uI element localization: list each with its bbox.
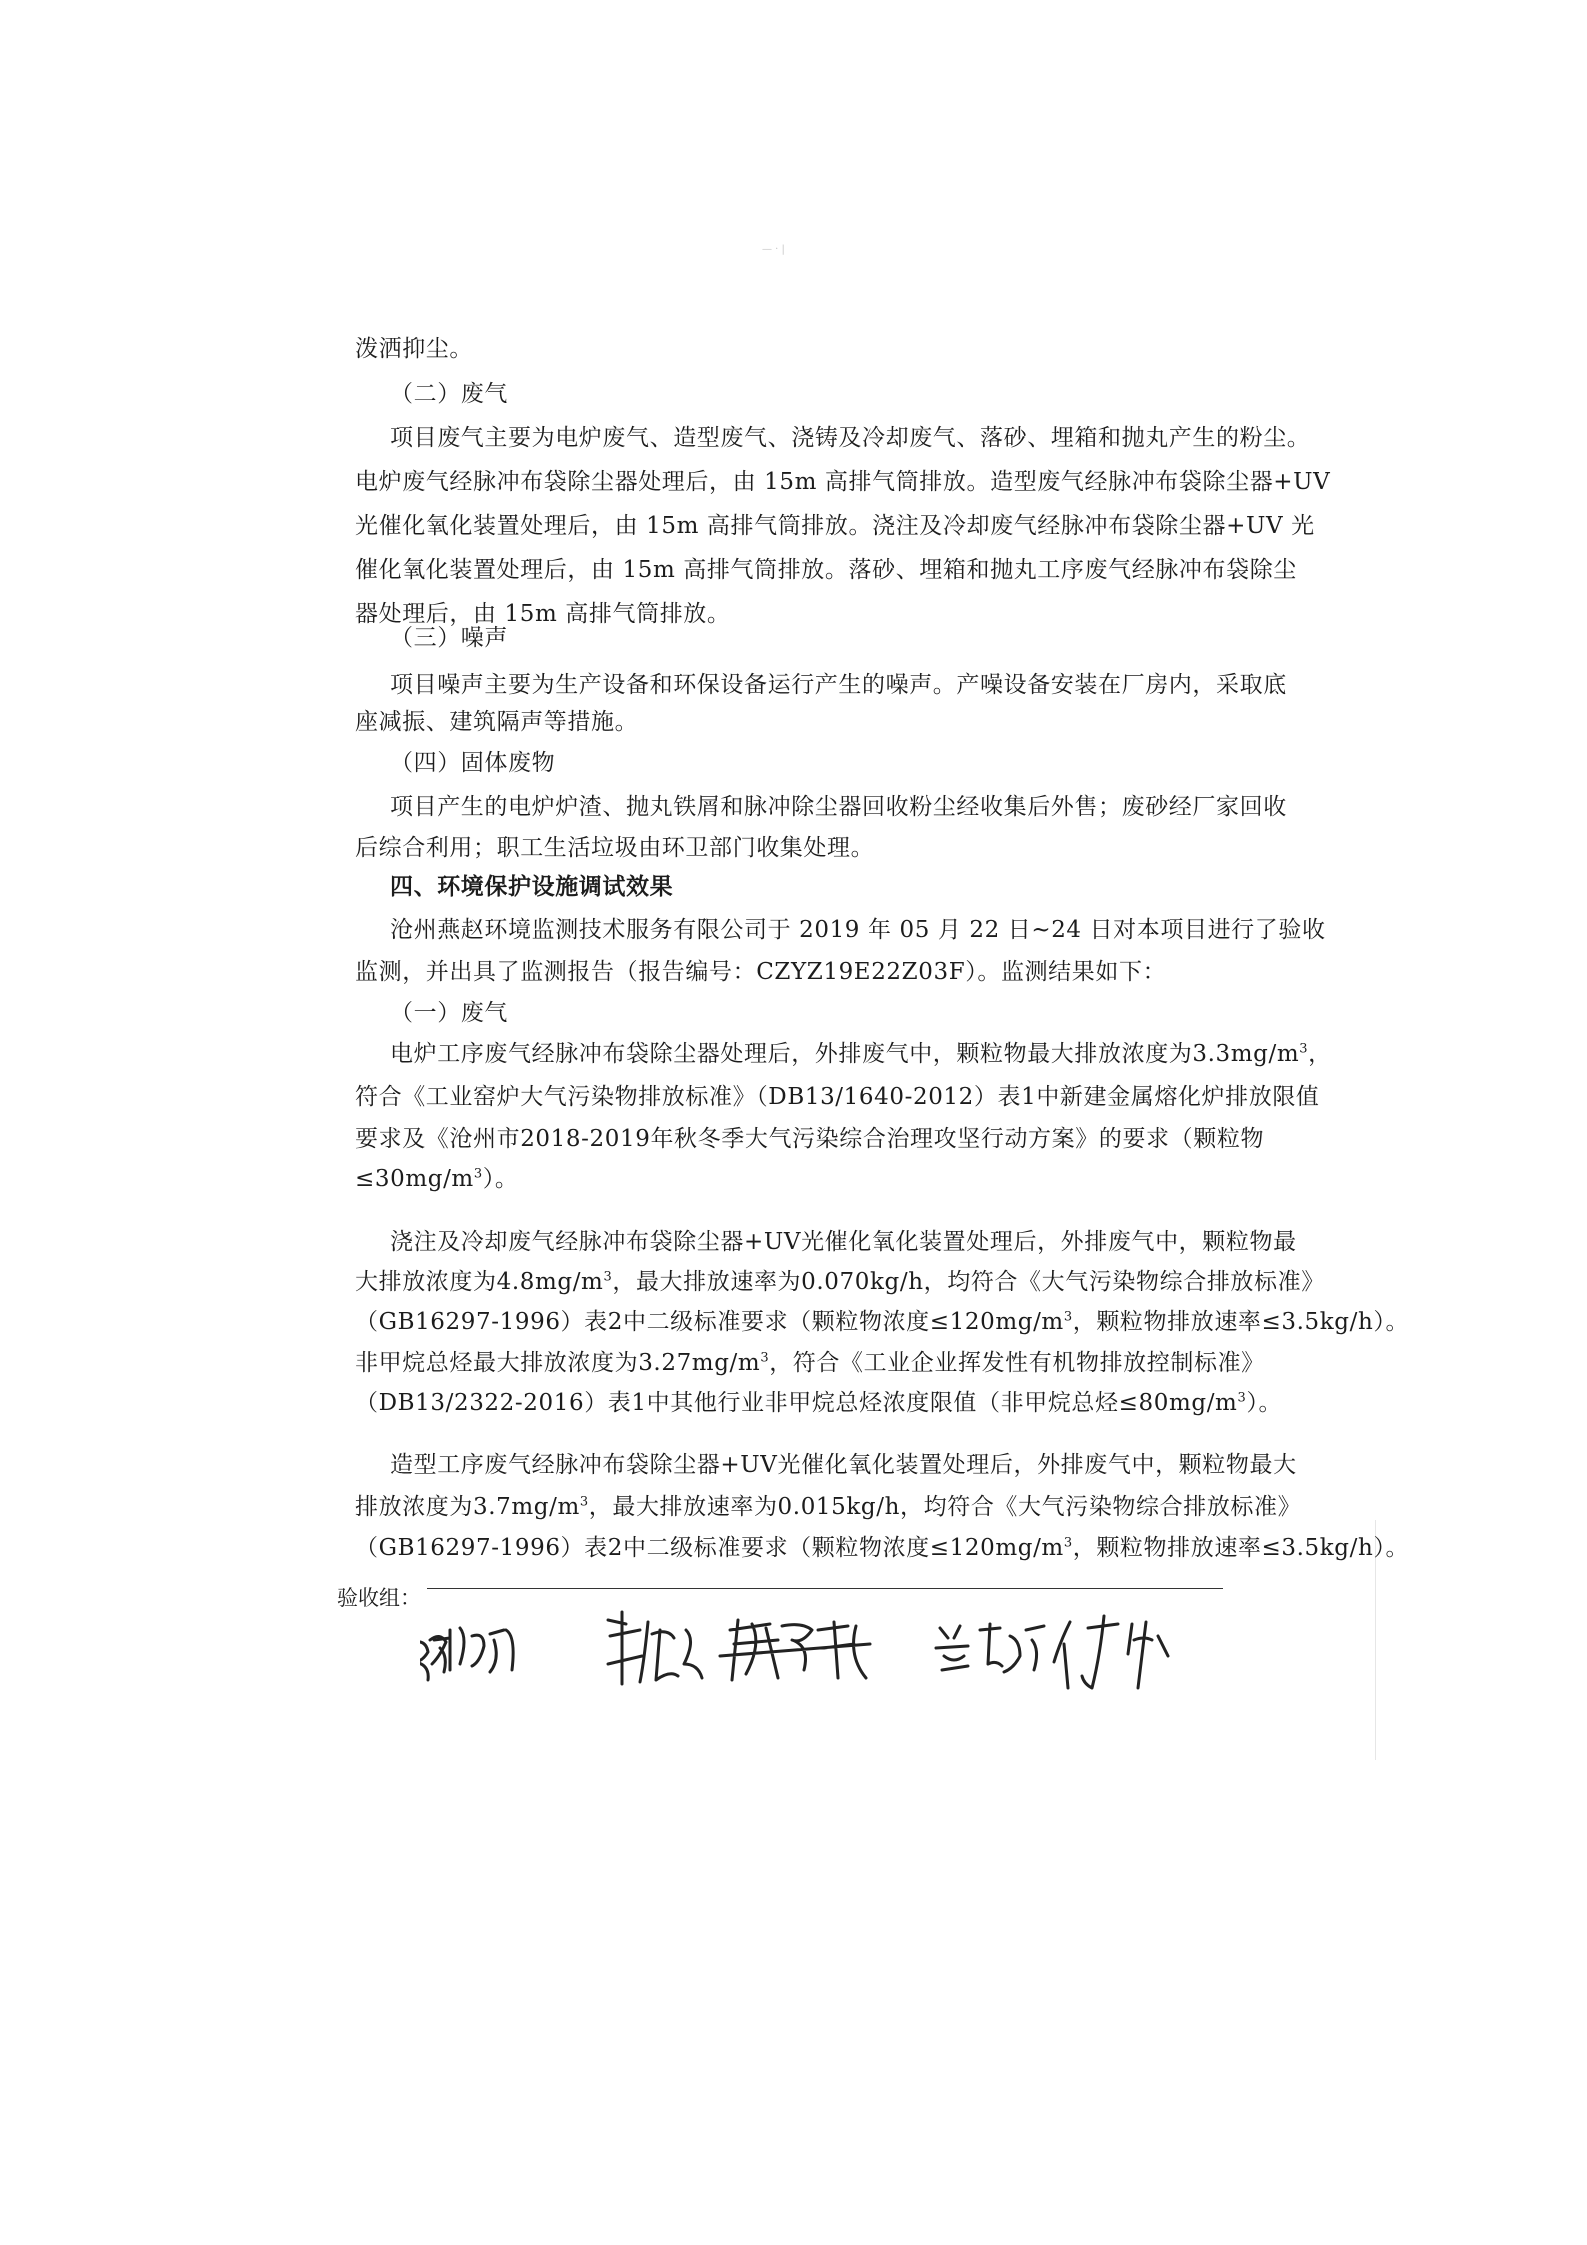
mold-line-2: 排放浓度为$3.7mg/m^3$，最大排放速率为0.015kg/h，均符合《大气污染物综合排放标准》	[355, 1494, 1302, 1520]
furnace-line-2: 符合《工业窑炉大气污染物排放标准》（DB13/1640-2012）表1中新建金属熔化炉排放限值	[355, 1084, 1320, 1110]
solid-line-2: 后综合利用；职工生活垃圾由环卫部门收集处理。	[355, 835, 875, 861]
pour-line-4: 非甲烷总烃最大排放浓度为$3.27mg/m^3$，符合《工业企业挥发性有机物排放控制标准》	[355, 1350, 1265, 1376]
exhaust-line-1: 项目废气主要为电炉废气、造型废气、浇铸及冷却废气、落砂、埋箱和抛丸产生的粉尘。	[390, 425, 1311, 451]
mold-line-1: 造型工序废气经脉冲布袋除尘器+UV光催化氧化装置处理后，外排废气中，颗粒物最大	[390, 1452, 1297, 1478]
furnace-line-1: 电炉工序废气经脉冲布袋除尘器处理后，外排废气中，颗粒物最大排放浓度为$3.3mg/m^3$，	[390, 1041, 1332, 1067]
noise-line-1: 项目噪声主要为生产设备和环保设备运行产生的噪声。产噪设备安装在厂房内，采取底	[390, 672, 1287, 698]
exhaust-line-2: 电炉废气经脉冲布袋除尘器处理后，由 15m 高排气筒排放。造型废气经脉冲布袋除尘器+UV	[355, 469, 1331, 495]
heading-exhaust-results: （一）废气	[390, 1000, 508, 1026]
pour-line-3: （GB16297-1996）表2中二级标准要求（颗粒物浓度$\le 120mg/m^3$，颗粒物排放速率≤3.5kg/h）。	[355, 1309, 1410, 1335]
mold-line-3: （GB16297-1996）表2中二级标准要求（颗粒物浓度$\le 120mg/m^3$，颗粒物排放速率≤3.5kg/h）。	[355, 1535, 1410, 1561]
heading-section-four: 四、环境保护设施调试效果	[390, 873, 674, 900]
pour-line-2: 大排放浓度为$4.8mg/m^3$，最大排放速率为0.070kg/h，均符合《大气污染物综合排放标准》	[355, 1269, 1325, 1295]
acceptance-group-label: 验收组：	[337, 1583, 427, 1613]
noise-line-2: 座减振、建筑隔声等措施。	[355, 709, 639, 735]
heading-noise: （三）噪声	[390, 625, 508, 651]
exhaust-line-4: 催化氧化装置处理后，由 15m 高排气筒排放。落砂、埋箱和抛丸工序废气经脉冲布袋除尘	[355, 557, 1297, 583]
furnace-line-4: $\le 30mg/m^3$）。	[355, 1166, 519, 1192]
monitor-line-2: 监测，并出具了监测报告（报告编号：CZYZ19E22Z03F）。监测结果如下：	[355, 959, 1167, 985]
handwritten-signatures	[420, 1600, 1180, 1710]
solid-line-1: 项目产生的电炉炉渣、抛丸铁屑和脉冲除尘器回收粉尘经收集后外售；废砂经厂家回收	[390, 794, 1287, 820]
heading-solid-waste: （四）固体废物	[390, 750, 556, 776]
exhaust-line-3: 光催化氧化装置处理后，由 15m 高排气筒排放。浇注及冷却废气经脉冲布袋除尘器+UV 光	[355, 513, 1315, 539]
pour-line-1: 浇注及冷却废气经脉冲布袋除尘器+UV光催化氧化装置处理后，外排废气中，颗粒物最	[390, 1229, 1297, 1255]
monitor-line-1: 沧州燕赵环境监测技术服务有限公司于 2019 年 05 月 22 日~24 日对本项目进行了验收	[390, 917, 1326, 943]
pour-line-5: （DB13/2322-2016）表1中其他行业非甲烷总烃浓度限值（非甲烷总烃$\le 80mg/m^3$）。	[355, 1390, 1283, 1416]
heading-exhaust: （二）废气	[390, 381, 508, 407]
furnace-line-3: 要求及《沧州市2018-2019年秋冬季大气污染综合治理攻坚行动方案》的要求（颗粒物	[355, 1126, 1265, 1152]
signature-divider	[348, 1588, 1223, 1589]
paragraph-continuation: 泼洒抑尘。	[355, 336, 473, 362]
scan-mark: — · |	[762, 244, 785, 255]
exhaust-line-5: 器处理后，由 15m 高排气筒排放。	[355, 601, 731, 627]
